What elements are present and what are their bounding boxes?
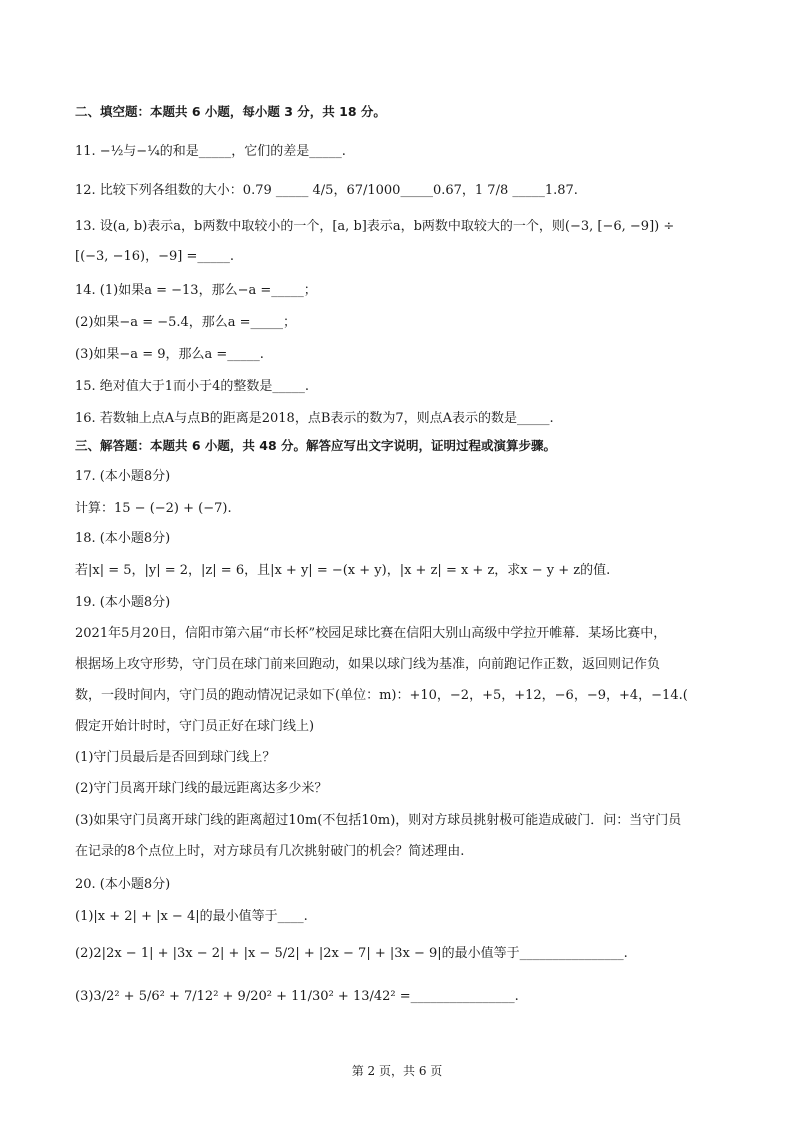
- question-19-sub-1: (1)守门员最后是否回到球门线上？: [75, 750, 276, 765]
- question-19-title: 19. (本小题8分): [75, 595, 171, 610]
- question-14-part-1: 14. (1)如果a = −13，那么−a =_____；: [75, 283, 317, 298]
- question-19-paragraph-1: 2021年5月20日，信阳市第六届“市长杯”校园足球比赛在信阳大别山高级中学拉开帷幕．某场比赛中，: [75, 626, 667, 641]
- question-16: 16. 若数轴上点A与点B的距离是2018，点B表示的数为7，则点A表示的数是_____.: [75, 411, 554, 426]
- question-11: 11. −½与−¼的和是_____，它们的差是_____.: [75, 144, 346, 159]
- question-19-sub-3b: 在记录的8个点位上时，对方球员有几次挑射破门的机会？简述理由.: [75, 844, 465, 859]
- question-15: 15. 绝对值大于1而小于4的整数是_____.: [75, 379, 309, 394]
- question-17-title: 17. (本小题8分): [75, 469, 171, 484]
- question-18-body: 若|x| = 5，|y| = 2，|z| = 6，且|x + y| = −(x + y)，|x + z| = x + z，求x − y + z的值.: [75, 563, 611, 578]
- question-19-paragraph-3: 数，一段时间内，守门员的跑动情况记录如下(单位：m)：+10，−2，+5，+12，−6，−9，+4，−14.(: [75, 688, 688, 703]
- question-20-sub-2: (2)2|2x − 1| + |3x − 2| + |x − 5/2| + |2x − 7| + |3x − 9|的最小值等于________________.: [75, 946, 628, 961]
- question-13-line-2: [(−3, −16)，−9] =_____.: [75, 249, 234, 264]
- question-20-sub-1: (1)|x + 2| + |x − 4|的最小值等于____.: [75, 909, 308, 924]
- question-20-title: 20. (本小题8分): [75, 877, 171, 892]
- section-3-heading: 三、解答题：本题共 6 小题，共 48 分。解答应写出文字说明，证明过程或演算步骤。: [75, 438, 557, 453]
- section-2-heading: 二、填空题：本题共 6 小题，每小题 3 分，共 18 分。: [75, 104, 386, 119]
- question-14-part-3: (3)如果−a = 9，那么a =_____.: [75, 347, 264, 362]
- question-19-sub-3a: (3)如果守门员离开球门线的距离超过10m(不包括10m)，则对方球员挑射极可能造成破门．问：当守门员: [75, 813, 682, 828]
- question-17-body: 计算：15 − (−2) + (−7).: [75, 501, 232, 516]
- question-20-sub-3: (3)3/2² + 5/6² + 7/12² + 9/20² + 11/30² + 13/42² =________________.: [75, 989, 519, 1004]
- page-footer: 第 2 页，共 6 页: [351, 1064, 443, 1078]
- question-14-part-2: (2)如果−a = −5.4，那么a =_____；: [75, 315, 297, 330]
- question-19-sub-2: (2)守门员离开球门线的最远距离达多少米？: [75, 781, 328, 796]
- question-19-paragraph-2: 根据场上攻守形势，守门员在球门前来回跑动，如果以球门线为基准，向前跑记作正数，返回则记作负: [75, 657, 661, 672]
- question-12: 12. 比较下列各组数的大小：0.79 _____ 4/5，67/1000_____0.67，1 7/8 _____1.87.: [75, 183, 578, 198]
- question-13-line-1: 13. 设(a, b)表示a，b两数中取较小的一个，[a, b]表示a，b两数中取较大的一个，则(−3, [−6, −9]) ÷: [75, 219, 675, 234]
- question-19-paragraph-4: 假定开始计时时，守门员正好在球门线上): [75, 719, 315, 734]
- question-18-title: 18. (本小题8分): [75, 531, 171, 546]
